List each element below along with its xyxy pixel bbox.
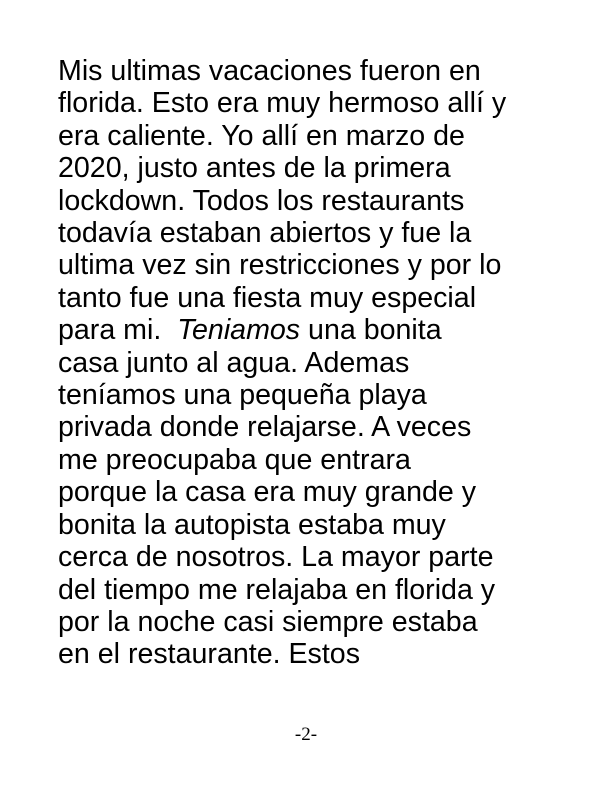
text-line: ultima vez sin restricciones y por lo [58, 249, 502, 282]
text-line: Mis ultimas vacaciones fueron en [58, 55, 481, 87]
body-paragraph [58, 55, 578, 671]
text-line: por la noche casi siempre estaba [58, 605, 478, 638]
text-segment: para mi. [58, 314, 178, 347]
text-line: cerca de nosotros. La mayor parte [58, 541, 494, 574]
text-line-with-emphasis [58, 314, 578, 346]
text-line: en el restaurante. Estos [58, 638, 360, 671]
text-line: privada donde relajarse. A veces [58, 411, 472, 444]
text-line: me preocupaba que entrara [58, 443, 411, 476]
text-line: del tiempo me relajaba en florida y [58, 573, 496, 606]
text-line: tanto fue una fiesta muy especial [58, 281, 477, 314]
text-line: florida. Esto era muy hermoso allí y [58, 87, 507, 120]
emphasized-word: Teniamos [177, 314, 301, 347]
text-line: bonita la autopista estaba muy [58, 508, 446, 541]
text-line: porque la casa era muy grande y [58, 476, 477, 509]
text-line: teníamos una pequeña playa [58, 379, 427, 412]
text-line: todavía estaban abiertos y fue la [58, 217, 472, 250]
text-line: casa junto al agua. Ademas [58, 346, 410, 379]
page-number: -2- [294, 724, 318, 745]
text-line: 2020, justo antes de la primera [58, 152, 451, 185]
text-line: era caliente. Yo allí en marzo de [58, 119, 465, 152]
text-line: lockdown. Todos los restaurants [58, 184, 465, 217]
text-segment: una bonita [300, 314, 442, 347]
